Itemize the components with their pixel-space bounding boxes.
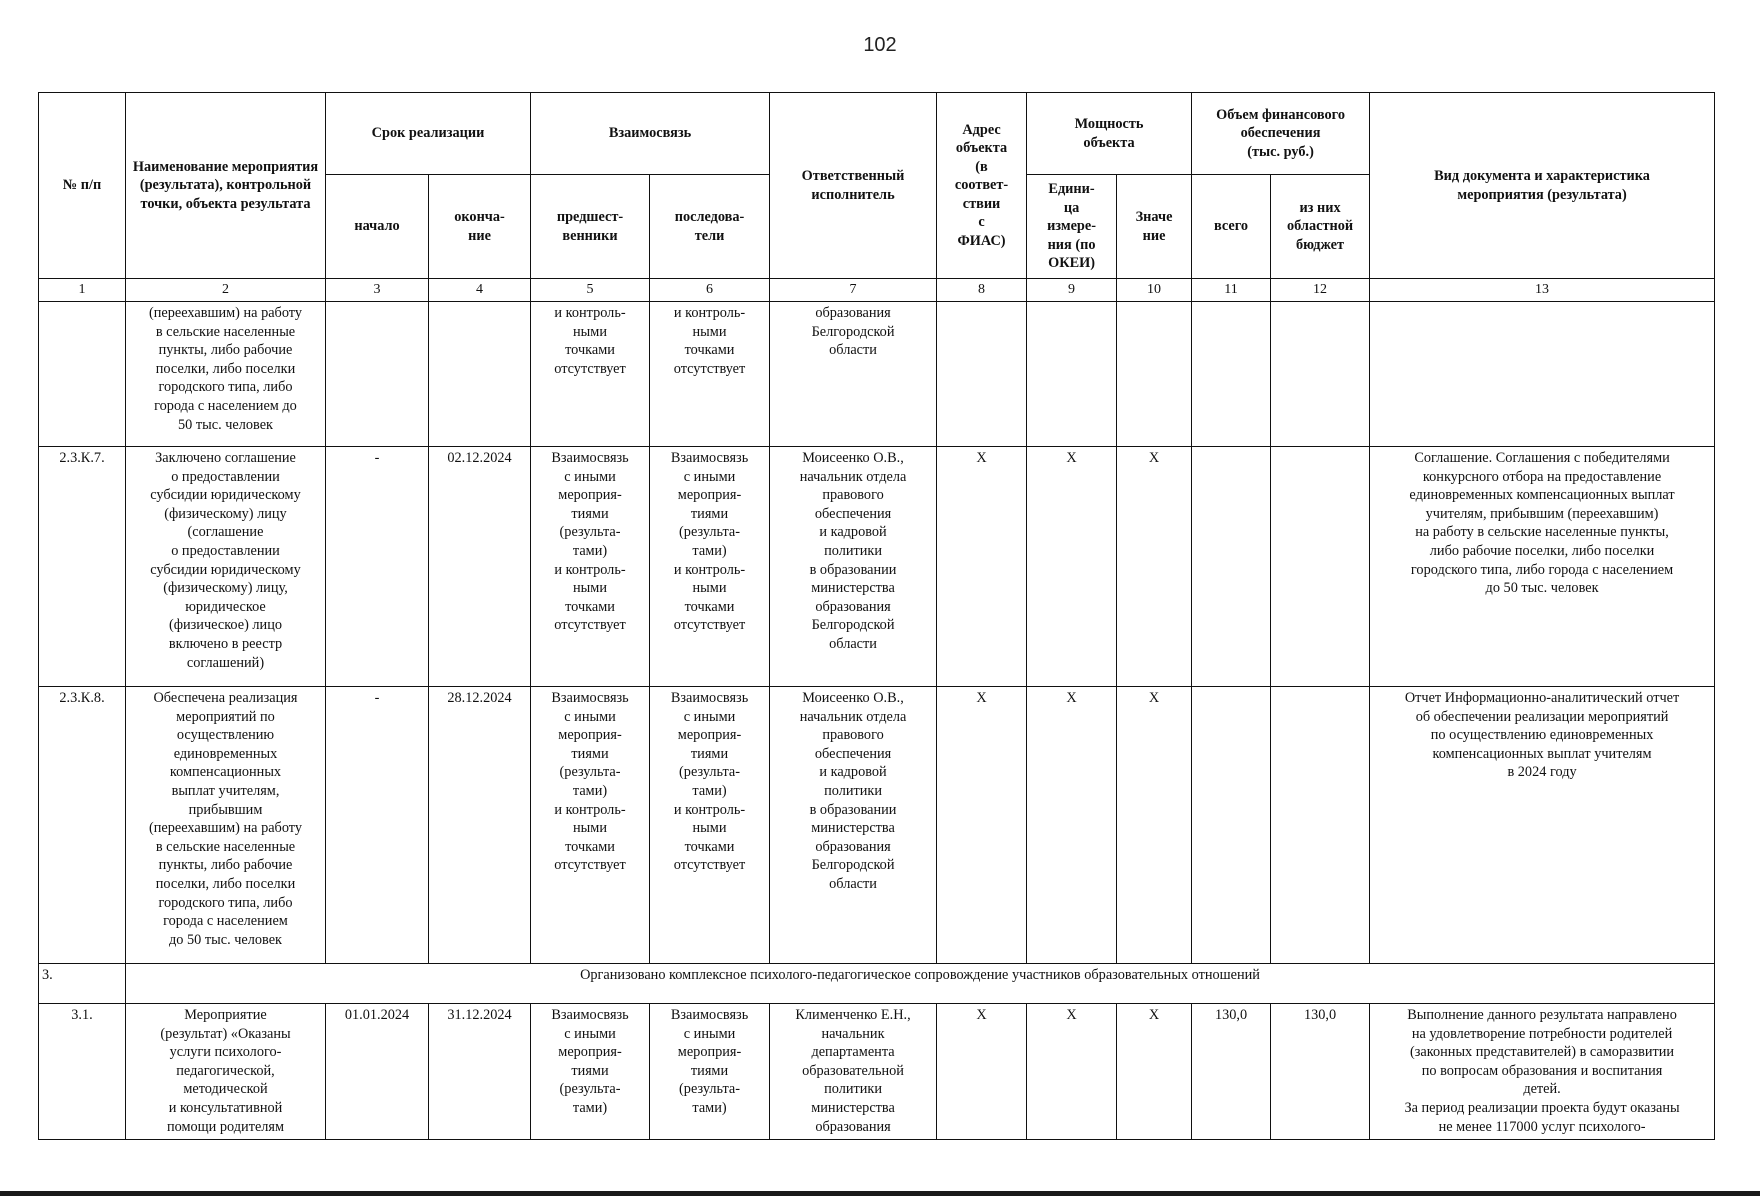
row-value: Х [1117,687,1192,964]
row-value: Х [1117,447,1192,687]
row-next: и контроль- ными точками отсутствует [650,302,770,447]
row-doc [1370,302,1715,447]
column-number: 2 [126,279,326,302]
column-number: 3 [326,279,429,302]
column-number: 8 [937,279,1027,302]
row-doc: Выполнение данного результата направлено на удовлетворение потребности родителей (законных представителей) в саморазвитии по вопросам образования и воспитания детей. За период реализации проекта будут оказаны не менее 117000 услуг психолого- [1370,1004,1715,1140]
page-number: 102 [863,34,897,56]
row-unit [1027,302,1117,447]
column-number: 5 [531,279,650,302]
row-no: 2.3.К.8. [39,687,126,964]
row-no [39,302,126,447]
row-total [1192,687,1271,964]
header-link-prev: предшест- венники [531,175,650,279]
header-responsible: Ответственный исполнитель [770,93,937,279]
row-end: 28.12.2024 [429,687,531,964]
row-next: Взаимосвязь с иными мероприя- тиями (результа- тами) [650,1004,770,1140]
row-responsible: образования Белгородской области [770,302,937,447]
row-responsible: Моисеенко О.В., начальник отдела правового обеспечения и кадровой политики в образовании министерства образования Белгородской области [770,687,937,964]
row-unit: Х [1027,687,1117,964]
row-name: Мероприятие (результат) «Оказаны услуги психолого- педагогической, методической и консультативной помощи родителям [126,1004,326,1140]
row-total: 130,0 [1192,1004,1271,1140]
row-regional [1271,302,1370,447]
header-cap-unit: Едини- ца измере- ния (по ОКЕИ) [1027,175,1117,279]
row-start [326,302,429,447]
row-no: 2.3.К.7. [39,447,126,687]
row-prev: Взаимосвязь с иными мероприя- тиями (результа- тами) и контроль- ными точками отсутствует [531,447,650,687]
row-start: 01.01.2024 [326,1004,429,1140]
header-cap-value: Значе ние [1117,175,1192,279]
row-regional [1271,687,1370,964]
column-number: 10 [1117,279,1192,302]
table-row [39,302,1715,447]
column-number: 7 [770,279,937,302]
header-row-1 [39,93,1715,175]
scan-edge-bar [0,1191,1760,1196]
header-fin-total: всего [1192,175,1271,279]
row-address: Х [937,1004,1027,1140]
row-total [1192,302,1271,447]
row-address: Х [937,687,1027,964]
column-number: 13 [1370,279,1715,302]
row-doc: Соглашение. Соглашения с победителями конкурсного отбора на предоставление единовременных компенсационных выплат учителям, прибывшим (переехавшим) на работу в сельские населенные пункты, либо рабочие поселки, либо поселки городского типа, либо города с населением до 50 тыс. человек [1370,447,1715,687]
header-link: Взаимосвязь [531,93,770,175]
row-next: Взаимосвязь с иными мероприя- тиями (результа- тами) и контроль- ными точками отсутствует [650,687,770,964]
column-number: 6 [650,279,770,302]
row-unit: Х [1027,447,1117,687]
row-doc: Отчет Информационно-аналитический отчет об обеспечении реализации мероприятий по осуществлению единовременных компенсационных выплат учителям в 2024 году [1370,687,1715,964]
row-end [429,302,531,447]
header-name: Наименование мероприятия (результата), контрольной точки, объекта результата [126,93,326,279]
column-number: 1 [39,279,126,302]
header-link-next: последова- тели [650,175,770,279]
row-unit: Х [1027,1004,1117,1140]
header-doc: Вид документа и характеристика мероприятия (результата) [1370,93,1715,279]
header-no: № п/п [39,93,126,279]
row-end: 02.12.2024 [429,447,531,687]
row-prev: Взаимосвязь с иными мероприя- тиями (результа- тами) и контроль- ными точками отсутствует [531,687,650,964]
row-responsible: Моисеенко О.В., начальник отдела правового обеспечения и кадровой политики в образовании министерства образования Белгородской области [770,447,937,687]
row-start: - [326,687,429,964]
row-value [1117,302,1192,447]
section-no: 3. [39,964,126,1004]
header-term-end: оконча- ние [429,175,531,279]
header-address: Адрес объекта (в соответ- ствии с ФИАС) [937,93,1027,279]
row-address [937,302,1027,447]
row-regional: 130,0 [1271,1004,1370,1140]
table-row [39,1004,1715,1140]
header-capacity: Мощность объекта [1027,93,1192,175]
row-start: - [326,447,429,687]
column-number: 9 [1027,279,1117,302]
row-next: Взаимосвязь с иными мероприя- тиями (результа- тами) и контроль- ными точками отсутствует [650,447,770,687]
row-responsible: Клименченко Е.Н., начальник департамента образовательной политики министерства образования [770,1004,937,1140]
row-name: Обеспечена реализация мероприятий по осуществлению единовременных компенсационных выплат учителям, прибывшим (переехавшим) на работу в сельские населенные пункты, либо рабочие поселки, либо поселки городского типа, либо города с населением до 50 тыс. человек [126,687,326,964]
section-title: Организовано комплексное психолого-педагогическое сопровождение участников образовательных отношений [126,964,1715,1004]
row-name: (переехавшим) на работу в сельские населенные пункты, либо рабочие поселки, либо поселки городского типа, либо города с населением до 50 тыс. человек [126,302,326,447]
header-finance: Объем финансового обеспечения (тыс. руб.) [1192,93,1370,175]
table-row [39,447,1715,687]
row-address: Х [937,447,1027,687]
header-fin-regional: из них областной бюджет [1271,175,1370,279]
row-prev: и контроль- ными точками отсутствует [531,302,650,447]
section-row [39,964,1715,1004]
column-number-row [39,279,1715,302]
row-value: Х [1117,1004,1192,1140]
row-prev: Взаимосвязь с иными мероприя- тиями (результа- тами) [531,1004,650,1140]
row-end: 31.12.2024 [429,1004,531,1140]
column-number: 4 [429,279,531,302]
row-total [1192,447,1271,687]
table-row [39,687,1715,964]
row-no: 3.1. [39,1004,126,1140]
column-number: 12 [1271,279,1370,302]
header-term: Срок реализации [326,93,531,175]
row-regional [1271,447,1370,687]
plan-table [38,92,1715,1140]
row-name: Заключено соглашение о предоставлении субсидии юридическому (физическому) лицу (соглашение о предоставлении субсидии юридическому (физическому) лицу, юридическое (физическое) лицо включено в реестр соглашений) [126,447,326,687]
header-term-start: начало [326,175,429,279]
column-number: 11 [1192,279,1271,302]
